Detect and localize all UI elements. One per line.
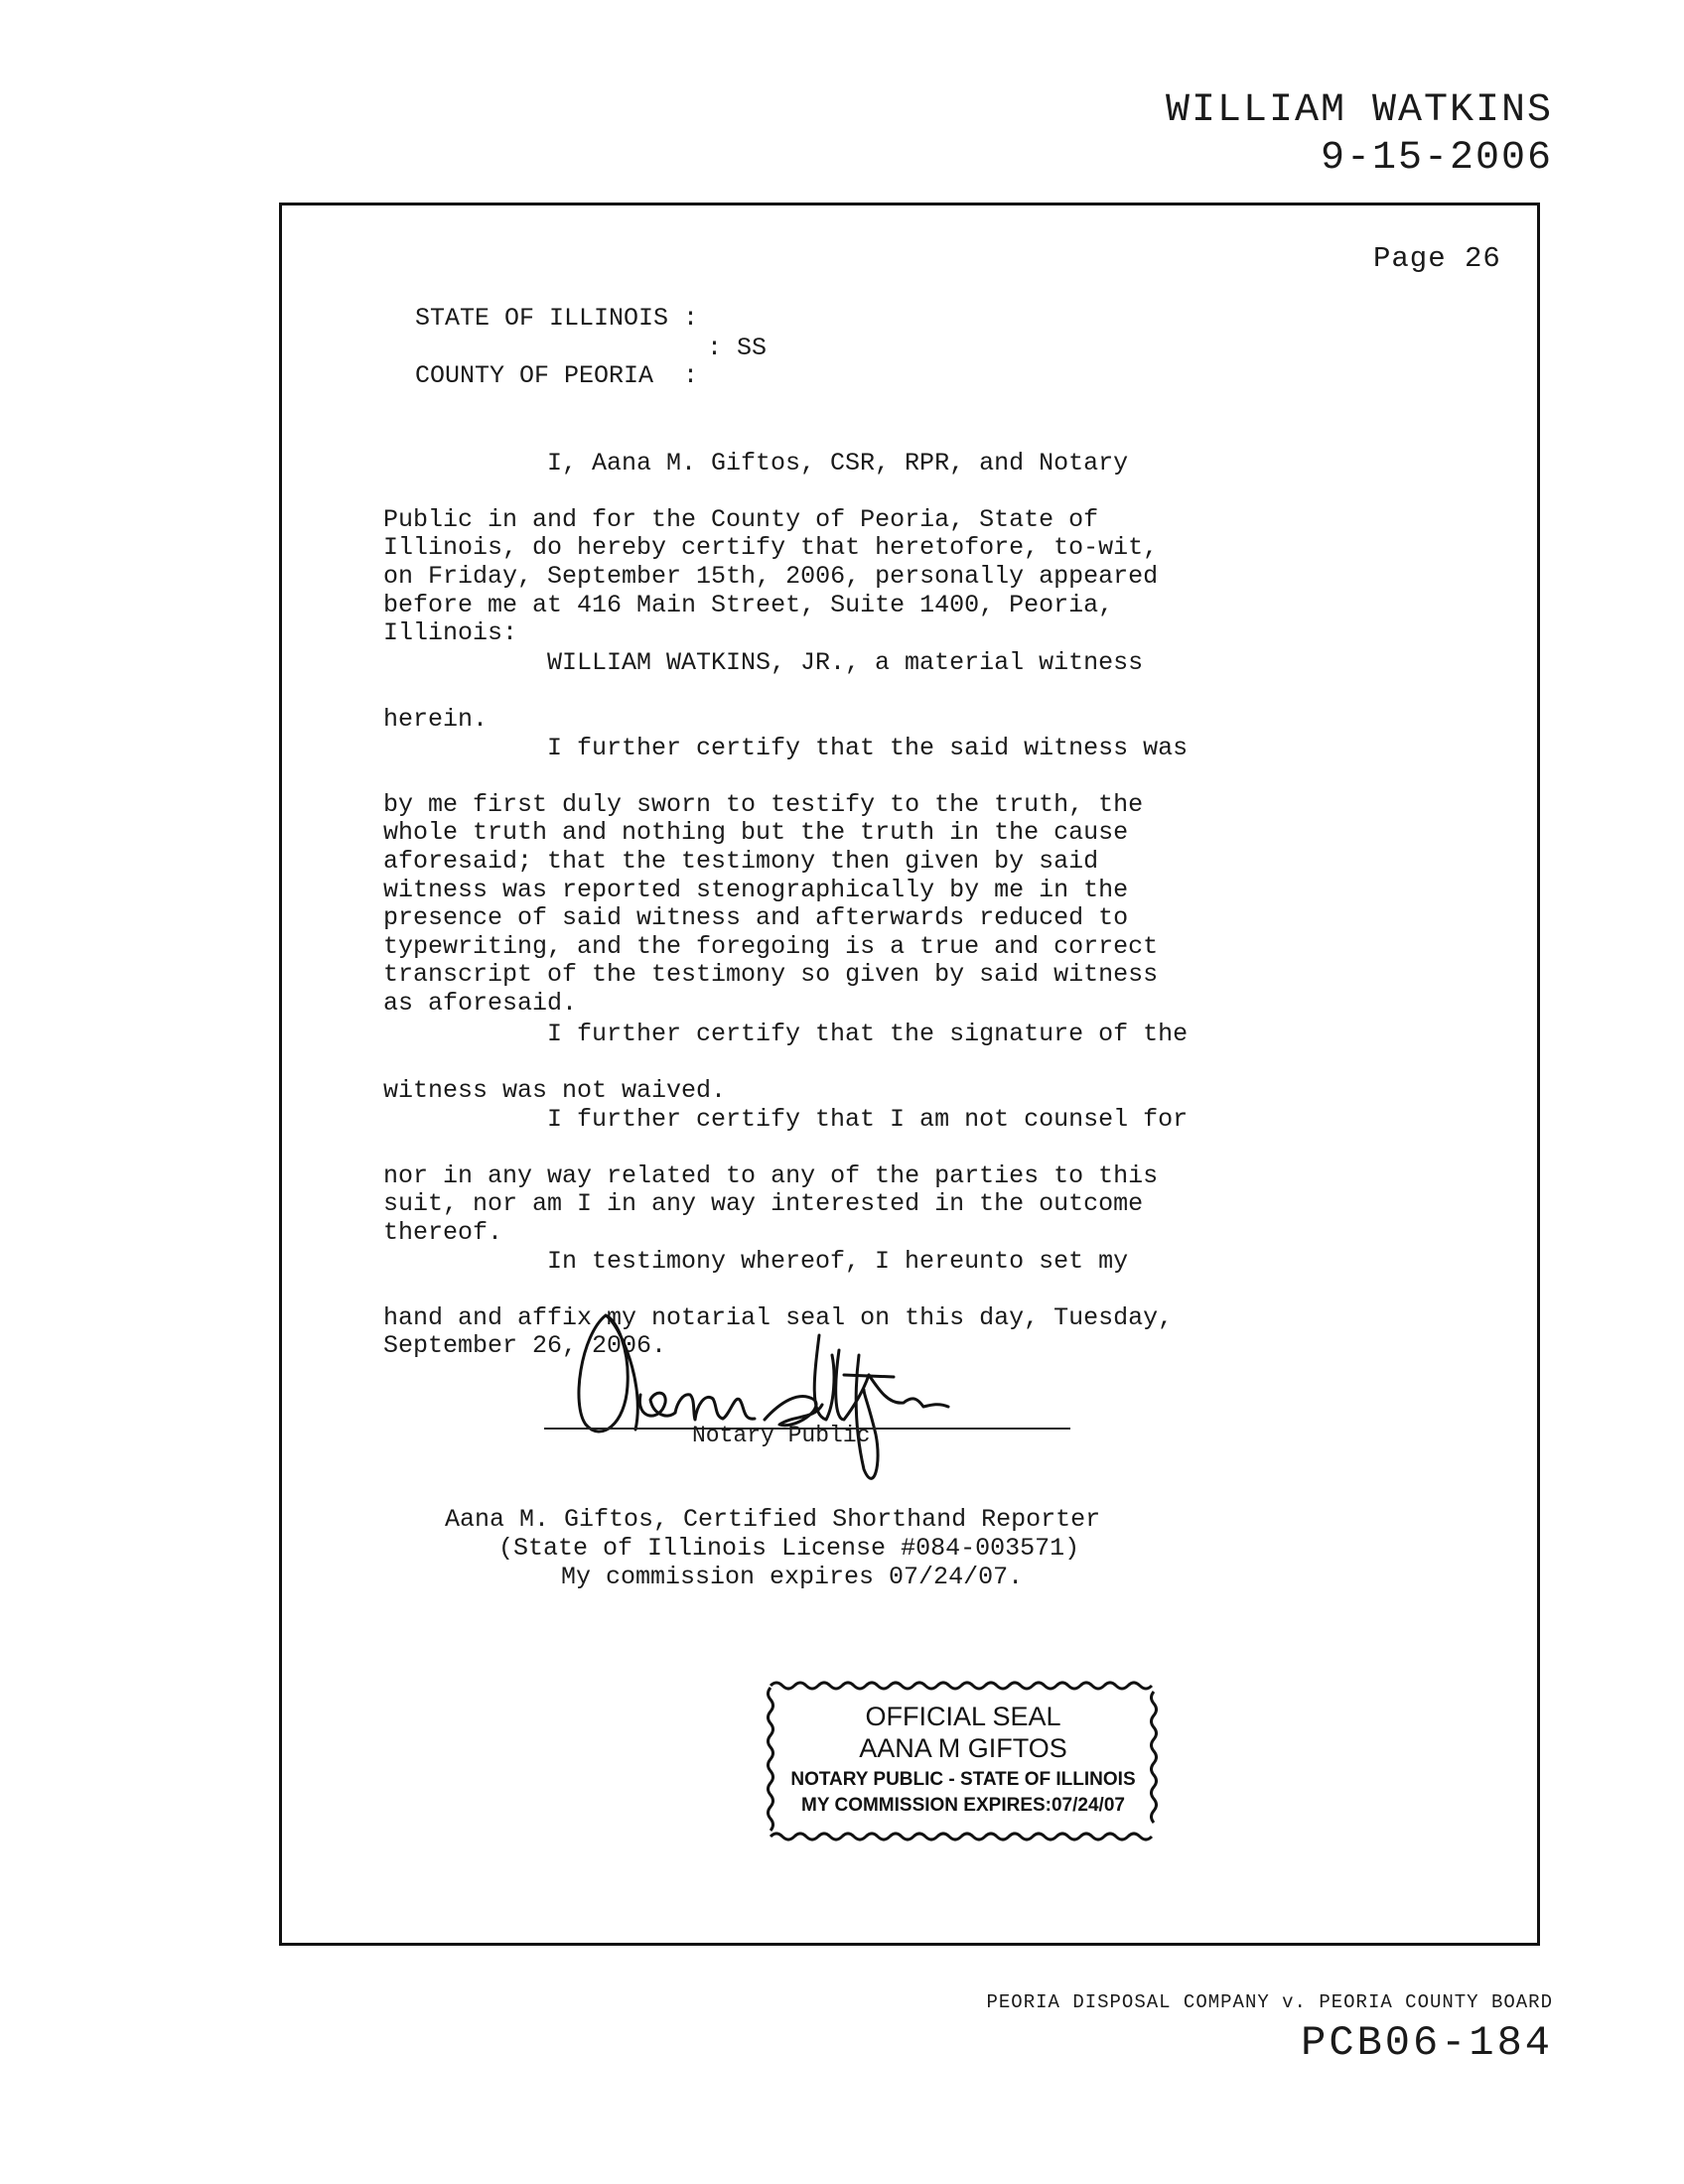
official-seal-stamp — [765, 1678, 1162, 1846]
venue-ss: : SS — [707, 334, 768, 362]
seal-title: OFFICIAL SEAL — [865, 1702, 1061, 1731]
paragraph-body: herein. — [383, 704, 489, 734]
seal-commission-expires: MY COMMISSION EXPIRES:07/24/07 — [801, 1795, 1125, 1816]
paragraph-first-line: I, Aana M. Giftos, CSR, RPR, and Notary — [547, 448, 1129, 478]
venue-state: STATE OF ILLINOIS : — [415, 304, 699, 333]
paragraph-first-line: I further certify that the said witness was — [547, 733, 1189, 762]
paragraph-first-line: In testimony whereof, I hereunto set my — [547, 1246, 1129, 1276]
seal-notary-state: NOTARY PUBLIC - STATE OF ILLINOIS — [790, 1769, 1136, 1790]
footer-case-caption: PEORIA DISPOSAL COMPANY v. PEORIA COUNTY BOARD — [986, 1991, 1553, 2013]
header-date: 9-15-2006 — [1320, 136, 1553, 181]
reporter-name-title: Aana M. Giftos, Certified Shorthand Reporter — [445, 1505, 1101, 1534]
venue-county: COUNTY OF PEORIA : — [415, 361, 699, 390]
paragraph-body: Public in and for the County of Peoria, State of Illinois, do hereby certify that heretofore, to-wit, on Friday, September 15th, 2006, personally appeared before me at 416 Main Street, Suite 1400, Peoria, Illinois: — [383, 504, 1159, 648]
paragraph-body: hand and affix my notarial seal on this day, Tuesday, September 26, 2006. — [383, 1302, 1174, 1361]
paragraph-body: nor in any way related to any of the parties to this suit, nor am I in any way interested in the outcome thereof. — [383, 1160, 1159, 1247]
reporter-license: (State of Illinois License #084-003571) — [498, 1534, 1080, 1563]
paragraph-first-line: WILLIAM WATKINS, JR., a material witness — [547, 647, 1144, 677]
commission-expiration: My commission expires 07/24/07. — [561, 1563, 1024, 1591]
paragraph-first-line: I further certify that I am not counsel for — [547, 1104, 1189, 1134]
signature-line-label: Notary Public — [692, 1423, 871, 1448]
paragraph-body: by me first duly sworn to testify to the truth, the whole truth and nothing but the truth in the cause aforesaid; that the testimony then given by said witness was reported stenographically by me in the presence of said witness and afterwards reduced to typewriting, and the foregoing is a true and correct transcript of the testimony so given by said witness as aforesaid. — [383, 789, 1159, 1018]
page-number: Page 26 — [1373, 242, 1501, 275]
certification-paragraph-1 — [383, 421, 1277, 648]
notary-signature-icon — [566, 1296, 993, 1494]
certification-paragraph-3 — [383, 706, 1277, 1019]
header-witness-name: WILLIAM WATKINS — [1165, 88, 1553, 133]
paragraph-first-line: I further certify that the signature of the — [547, 1019, 1189, 1048]
footer-case-number: PCB06-184 — [1301, 2019, 1553, 2067]
seal-notary-name: AANA M GIFTOS — [859, 1733, 1067, 1763]
paragraph-body: witness was not waived. — [383, 1075, 727, 1105]
